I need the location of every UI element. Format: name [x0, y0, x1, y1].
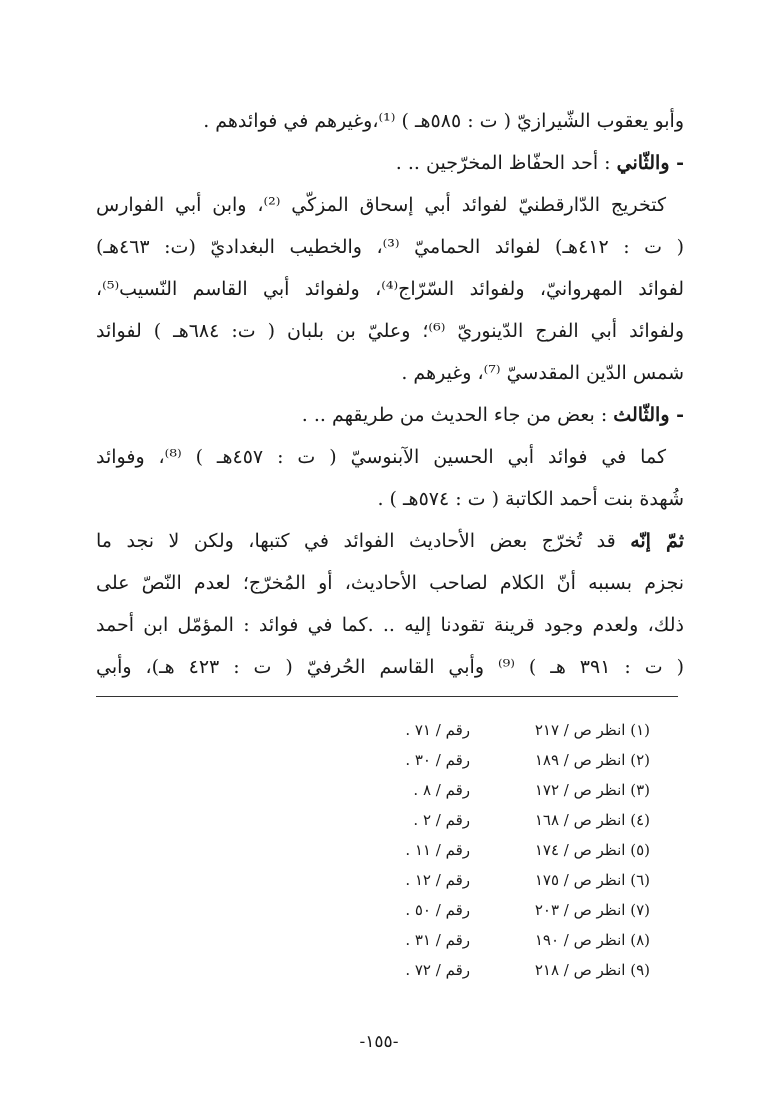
footnote-reference: (٣) انظر ص / ١٧٢: [534, 781, 650, 799]
text-line: [96, 142, 684, 184]
footnote-number: رقم / ٣١ .: [405, 931, 470, 949]
text-line: نجزم بسببه أنّ الكلام لصاحب الأحاديث، أو المُخرّج؛ لعدم النّصّ على: [96, 572, 684, 594]
text-line: كما في فوائد أبي الحسين الآبنوسيّ ( ت : ٤٥٧هـ ) ⁽⁸⁾، وفوائد: [96, 446, 667, 468]
page-number: -١٥٥-: [359, 1032, 399, 1052]
text-line: ( ت : ٣٩١ هـ ) ⁽⁹⁾ وأبي القاسم الحُرفيّ ( ت : ٤٢٣ هـ)، وأبي: [96, 656, 684, 678]
section-label-then: ثمّ إنّه: [630, 530, 684, 552]
footnote: [330, 835, 650, 865]
footnote-reference: (٨) انظر ص / ١٩٠: [534, 931, 650, 949]
main-text: [96, 100, 684, 688]
section-text-second: : أحد الحفّاظ المخرّجين .. .: [395, 152, 617, 174]
footnote-number: رقم / ٨ .: [413, 781, 470, 799]
footnote: [330, 775, 650, 805]
footnote-number: رقم / ١٢ .: [405, 871, 470, 889]
text-line: [96, 520, 684, 562]
text-line: كتخريج الدّارقطنيّ لفوائد أبي إسحاق المزكّي ⁽²⁾، وابن أبي الفوارس: [96, 194, 666, 216]
footnote-reference: (١) انظر ص / ٢١٧: [534, 721, 650, 739]
text-line: شُهدة بنت أحمد الكاتبة ( ت : ٥٧٤هـ ) .: [377, 488, 684, 510]
section-text-third: : بعض من جاء الحديث من طريقهم .. .: [301, 404, 614, 426]
footnote-number: رقم / ٢ .: [413, 811, 470, 829]
footnote: [330, 865, 650, 895]
footnote-number: رقم / ٥٠ .: [405, 901, 470, 919]
text-line: ولفوائد أبي الفرج الدّينوريّ ⁽⁶⁾؛ وعليّ بن بلبان ( ت: ٦٨٤هـ ) لفوائد: [96, 320, 684, 342]
text-line: [96, 394, 684, 436]
footnote-number: رقم / ٣٠ .: [405, 751, 470, 769]
text-line: وأبو يعقوب الشّيرازيّ ( ت : ٥٨٥هـ ) ⁽¹⁾،وغيرهم في فوائدهم .: [203, 110, 684, 132]
footnote-number: رقم / ٧١ .: [405, 721, 470, 739]
section-label-second: - والثّاني: [616, 152, 684, 174]
footnote: [330, 925, 650, 955]
footnote: [330, 955, 650, 985]
footnote-reference: (٧) انظر ص / ٢٠٣: [534, 901, 650, 919]
text-line: لفوائد المهروانيّ، ولفوائد السّرّاج⁽⁴⁾، ولفوائد أبي القاسم النّسيب⁽⁵⁾،: [96, 278, 684, 300]
text-line: ذلك، ولعدم وجود قرينة تقودنا إليه .. .كما في فوائد : المؤمّل ابن أحمد: [96, 614, 684, 636]
footnote-reference: (٢) انظر ص / ١٨٩: [534, 751, 650, 769]
footnote: [330, 745, 650, 775]
text-line: شمس الدّين المقدسيّ ⁽⁷⁾، وغيرهم .: [401, 362, 684, 384]
footnote: [330, 895, 650, 925]
section-label-third: - والثّالث: [613, 404, 684, 426]
footnote-reference: (٩) انظر ص / ٢١٨: [534, 961, 650, 979]
section-text-then: قد تُخرّج بعض الأحاديث الفوائد في كتبها، ولكن لا نجد ما: [96, 530, 631, 552]
footnote-separator: [96, 696, 678, 697]
text-line: ( ت : ٤١٢هـ) لفوائد الحماميّ ⁽³⁾، والخطيب البغداديّ (ت: ٤٦٣هـ): [96, 236, 684, 258]
footnote: [330, 805, 650, 835]
footnote-reference: (٦) انظر ص / ١٧٥: [534, 871, 650, 889]
footnote-reference: (٥) انظر ص / ١٧٤: [534, 841, 650, 859]
footnotes: [330, 715, 650, 985]
footnote-number: رقم / ١١ .: [405, 841, 470, 859]
footnote-number: رقم / ٧٢ .: [405, 961, 470, 979]
footnote-reference: (٤) انظر ص / ١٦٨: [534, 811, 650, 829]
footnote: [330, 715, 650, 745]
